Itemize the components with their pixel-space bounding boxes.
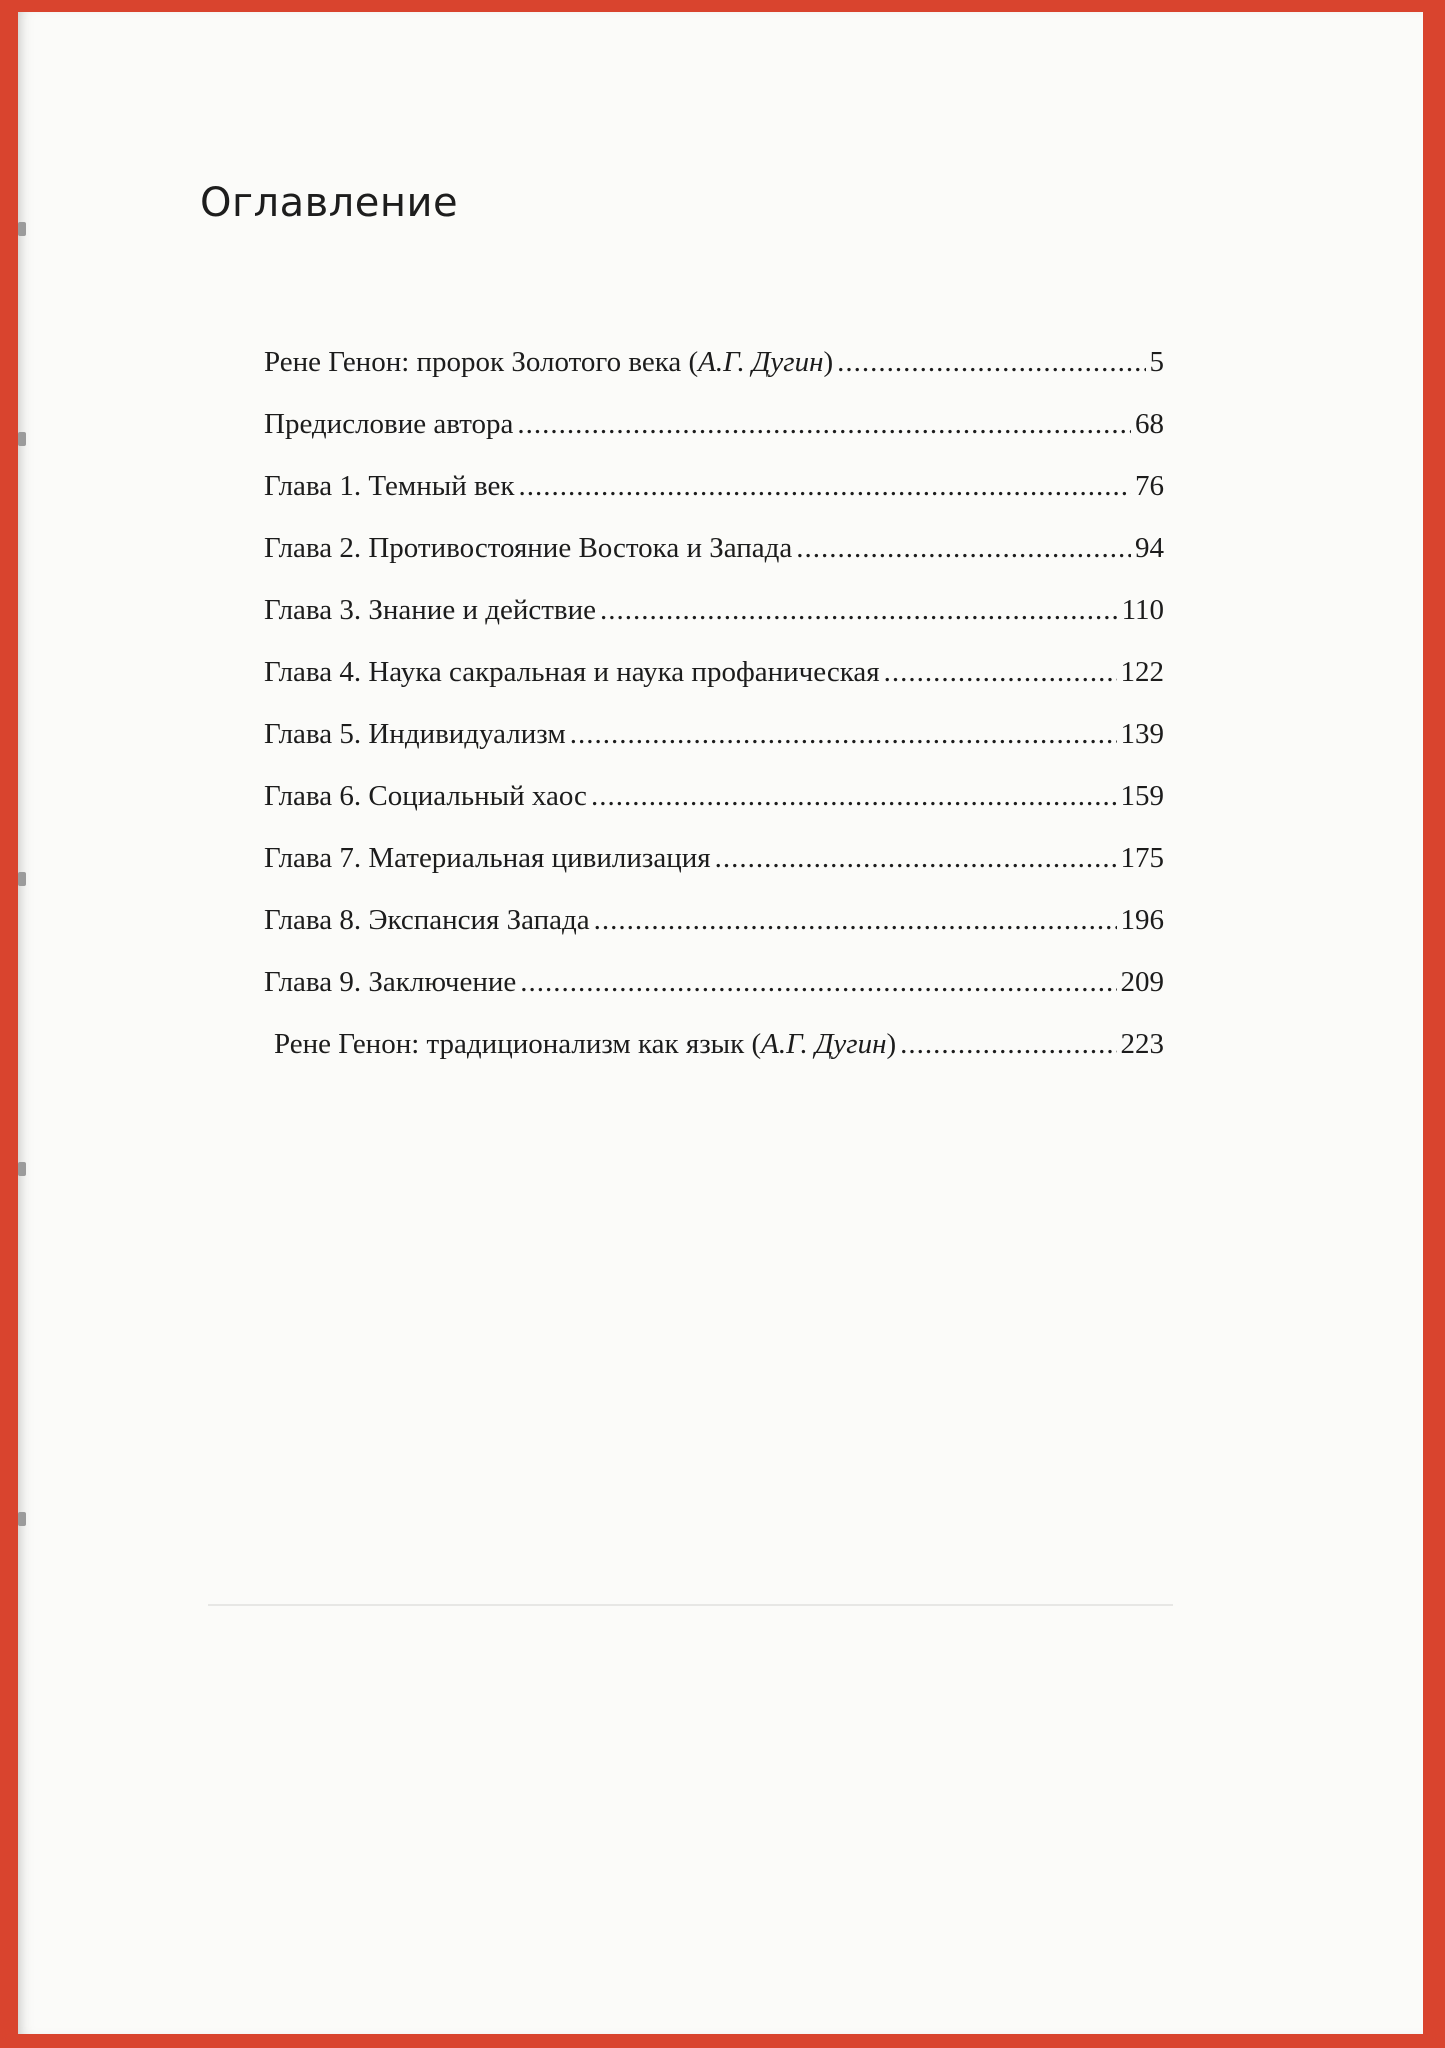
toc-page-number: 139 [1120,718,1164,750]
binding-mark [18,1162,26,1176]
toc-page-number: 68 [1135,408,1164,440]
toc-entry [264,656,1164,718]
page-title: Оглавление [200,180,459,226]
toc-entry-label: Глава 3. Знание и действие [264,594,596,626]
binding-mark [18,1512,26,1526]
toc-entry-label: Глава 9. Заключение [264,966,517,998]
show-through-rule [208,1604,1173,1606]
toc-leader-dots [570,718,1117,751]
toc-entry-label: Глава 8. Экспансия Запада [264,904,590,936]
toc-page-number: 209 [1120,966,1164,998]
toc-leader-dots [796,532,1131,565]
toc-entry-label: Глава 1. Темный век [264,470,515,502]
toc-leader-dots [517,408,1131,441]
toc-page-number: 122 [1120,656,1164,688]
toc-entry [264,408,1164,470]
toc-page-number: 76 [1135,470,1164,502]
toc-entry-label: Предисловие автора [264,408,514,440]
toc-entry-label: Глава 7. Материальная цивилизация [264,842,711,874]
toc-entry [264,1028,1164,1090]
toc-entry-label: Рене Генон: пророк Золотого века (А.Г. Дугин) [264,346,834,378]
toc-leader-dots [837,346,1145,379]
toc-entry [264,904,1164,966]
toc-page-number: 94 [1135,532,1164,564]
toc-entry [264,718,1164,780]
toc-entry [264,842,1164,904]
toc-page-number: 175 [1120,842,1164,874]
toc-entry [264,532,1164,594]
toc-entry [264,780,1164,842]
toc-entry-label: Глава 2. Противостояние Востока и Запада [264,532,793,564]
toc-leader-dots [715,842,1117,875]
toc-leader-dots [594,904,1117,937]
toc-entry-label: Глава 6. Социальный хаос [264,780,587,812]
toc-page-number: 5 [1149,346,1164,378]
toc-page-number: 196 [1120,904,1164,936]
toc-page-number: 159 [1120,780,1164,812]
toc-leader-dots [900,1028,1116,1061]
table-of-contents [264,346,1164,1090]
toc-leader-dots [591,780,1117,813]
toc-entry [264,470,1164,532]
toc-entry-label: Глава 5. Индивидуализм [264,718,566,750]
toc-page-number: 223 [1120,1028,1164,1060]
binding-mark [18,432,26,446]
toc-leader-dots [600,594,1118,627]
toc-leader-dots [884,656,1117,689]
toc-page-number: 110 [1121,594,1164,626]
toc-entry-label: Глава 4. Наука сакральная и наука профаническая [264,656,880,688]
binding-mark [18,872,26,886]
toc-leader-dots [520,966,1116,999]
toc-entry [264,966,1164,1028]
toc-entry [264,594,1164,656]
toc-entry-label: Рене Генон: традиционализм как язык (А.Г. Дугин) [274,1028,897,1060]
binding-mark [18,222,26,236]
toc-leader-dots [518,470,1131,503]
book-page [18,12,1423,2034]
toc-entry [264,346,1164,408]
